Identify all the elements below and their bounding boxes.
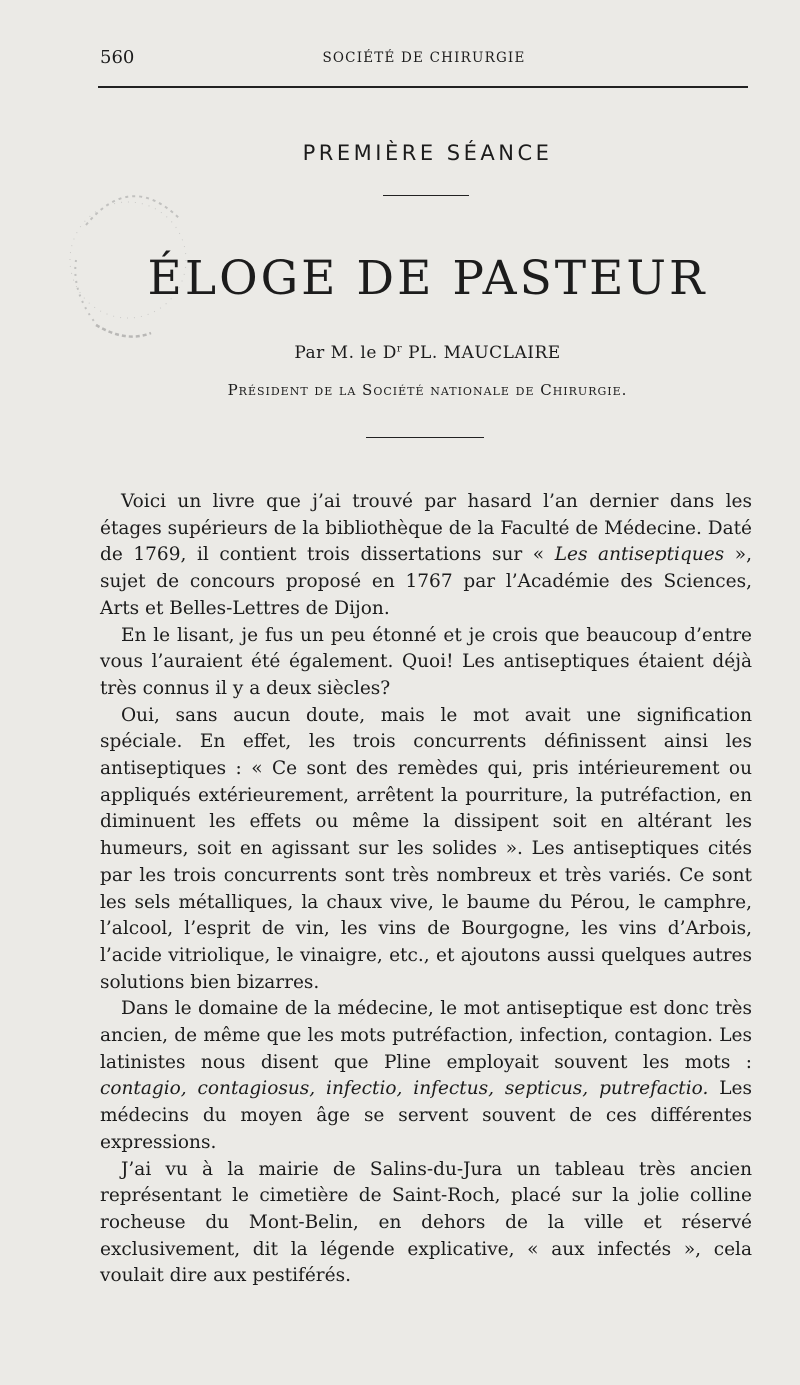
page-number: 560	[100, 47, 135, 68]
text-segment: Les médecins du moyen âge se servent souvent de ces différentes expressions.	[100, 1078, 752, 1153]
paragraph	[100, 996, 752, 1156]
italic-segment: Les antiseptiques	[554, 544, 725, 566]
paragraph	[100, 703, 752, 997]
author-prefix: Par M. le D	[294, 343, 397, 363]
paragraph	[100, 1157, 752, 1291]
text-segment: », sujet de concours proposé en 1767 par l’Académie des Sciences, Arts et Belles-Lettres de Dijon.	[100, 544, 752, 619]
title-divider	[383, 195, 469, 196]
header-rule	[98, 86, 748, 88]
text-segment: Voici un livre que j’ai trouvé par hasard l’an dernier dans les étages supérieurs de la bibliothèque de la Faculté de Médecine. Daté de 1769, il contient trois dissertations sur «	[100, 491, 752, 566]
author-title: Président de la Société nationale de Chirurgie.	[227, 381, 628, 399]
running-head	[100, 47, 748, 71]
paragraph	[100, 623, 752, 703]
text-segment: J’ai vu à la mairie de Salins-du-Jura un tableau très ancien représentant le cimetière de Saint-Roch, placé sur la jolie colline rocheuse du Mont-Belin, en dehors de la ville et réservé exclusivement, dit la légende explicative, « aux infectés », cela voulait dire aux pestiférés.	[100, 1158, 752, 1287]
paragraph	[100, 489, 752, 623]
text-segment: Dans le domaine de la médecine, le mot antiseptique est donc très ancien, de même que les mots putréfaction, infection, contagion. Les latinistes nous disent que Pline employait souvent les mots :	[100, 998, 752, 1073]
text-segment: Oui, sans aucun doute, mais le mot avait une signification spéciale. En effet, les trois concurrents définissent ainsi les antiseptiques : « Ce sont des remèdes qui, pris intérieurement ou appliqués extérieurement, arrêtent la pourriture, la putréfaction, en diminuent les effets ou même la dissipent soit en altérant les humeurs, soit en agissant sur les solides ». Les antiseptiques cités par les trois concurrents sont très nombreux et très variés. Ce sont les sels métalliques, la chaux vive, le baume du Pérou, le camphre, l’alcool, l’esprit de vin, les vins de Bourgogne, les vins d’Arbois, l’acide vitriolique, le vinaigre, etc., et ajoutons aussi quelques autres solutions bien bizarres.	[100, 704, 752, 993]
running-title: SOCIÉTÉ DE CHIRURGIE	[322, 50, 526, 66]
session-title: PREMIÈRE SÉANCE	[302, 141, 553, 165]
italic-segment: contagio, contagiosus, infectio, infectus, septicus, putrefactio.	[100, 1078, 709, 1100]
author-degree: r	[396, 343, 403, 355]
author-line	[0, 343, 800, 363]
text-segment: En le lisant, je fus un peu étonné et je crois que beaucoup d’entre vous l’auraient été également. Quoi! Les antiseptiques étaient déjà très connus il y a deux siècles?	[100, 624, 752, 699]
author-divider	[366, 437, 484, 438]
author-name: PL. MAUCLAIRE	[402, 343, 561, 363]
body-text	[100, 489, 752, 1290]
main-title: ÉLOGE DE PASTEUR	[147, 251, 708, 306]
